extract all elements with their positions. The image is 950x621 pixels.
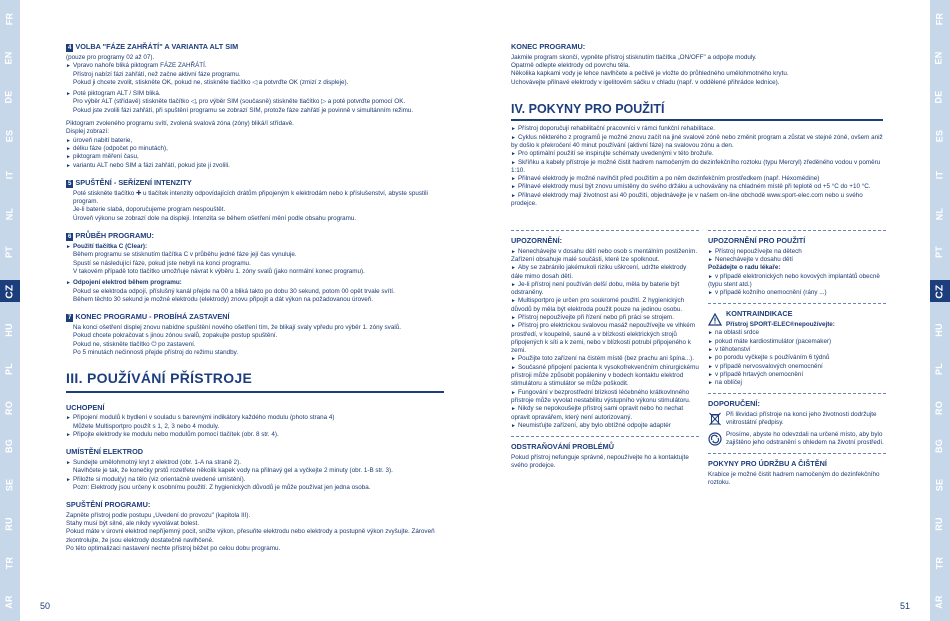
- text: Pokud chcete pokračovat s jinou zónou svalů, zopakujte postup spuštění.: [73, 332, 278, 340]
- language-tabs-left: [0, 0, 20, 621]
- text: Můžete Multisportpro použít s 1, 2, 3 nebo 4 moduly.: [73, 422, 220, 430]
- recommendations-heading: DOPORUČENÍ:: [708, 393, 886, 409]
- text: Na konci ošetření displej znovu nabídne spuštění nového ošetření tím, že blikají svaly vpředu pro výběr 1. zóny svalů.: [73, 324, 401, 332]
- warning-item: ► Nikdy se nepokoušejte přístroj sami opravit nebo ho nechat opravit opravářem, který není autorizovaný.: [511, 405, 699, 422]
- warning-item: ► Neumisťujte zařízení, aby bylo obtížné odpojte adaptér: [511, 422, 699, 430]
- text: ► Vpravo nahoře bliká piktogram FÁZE ZAHŘÁTÍ.: [66, 62, 444, 70]
- lang-tab-cz[interactable]: CZ: [930, 280, 950, 302]
- usage-column: [708, 230, 886, 487]
- subheading: ► Odpojení elektrod během programu:: [66, 279, 444, 287]
- text: Pozn: Elektrody jsou určeny k osobnímu použití. Z hygienických důvodů je může používat jen jedna osoba.: [73, 483, 371, 491]
- lang-tab-hu[interactable]: HU: [934, 323, 945, 337]
- language-tabs-right: [930, 0, 950, 621]
- text: ► v případě elektronických nebo kovových implantátů obecně (typu stent atd.): [708, 273, 886, 290]
- text: V takovém případě toto tlačítko umožňuje návrat k výběru 1. zóny svalů (jako normální konec programu).: [73, 267, 365, 275]
- text: Pokud máte v úrovni elektrod nepříjemný pocit, snižte výkon, přesuňte elektrodu nebo elektrody a postupně výkon zvyšujte. Zároveň zkontrolujte, že jsou elektrody dostatečně navlhčené.: [66, 528, 435, 544]
- chapter-3-title: III. POUŽÍVÁNÍ PŘÍSTROJE: [66, 369, 444, 392]
- text: ► Skříňku a kabely přístroje je možné čistit hadrem namočeným do dezinfekčního roztoku (typu Mercryl) zředěného vodou v poměru 1:10.: [511, 159, 883, 176]
- warning-item: ► Současné připojení pacienta k vysokofrekvenčním chirurgickému přístroji může způsobit popáleniny v bodech kontaktu elektrod stimulátoru a stimulátor se může poškodit.: [511, 364, 699, 389]
- contraindication-item: ► v těhotenství: [708, 346, 886, 354]
- text: ► Nenechávejte v dosahu dětí: [708, 256, 886, 264]
- warnings-heading: UPOZORNĚNÍ:: [511, 230, 699, 246]
- text: ► Připojení modulů k bydlení v souladu s barevnými indikátory každého modulu (photo strana 4): [66, 414, 444, 422]
- lang-tab-en[interactable]: EN: [4, 51, 15, 65]
- lang-tab-ro[interactable]: RO: [4, 400, 15, 415]
- text: (pouze pro programy 02 až 07).: [66, 54, 155, 61]
- contraindication-item: ► v případě hrtavých onemocnění: [708, 371, 886, 379]
- section-4-heading: 4 VOLBA "FÁZE ZAHŘÁTÍ" A VARIANTA ALT SIM: [68, 42, 239, 51]
- text: Pokud jste zvolili fázi zahřátí, při spuštění programu se zobrazí SIM, protože fáze zahřátí je povinně v simultánním režimu.: [73, 106, 414, 114]
- lang-tab-se[interactable]: SE: [934, 478, 945, 492]
- start-program-heading: SPUŠTĚNÍ PROGRAMU:: [66, 500, 151, 510]
- text: Navlhčete je tak, že konečky prstů rozetřete několik kapek vody na přilnavý gel a vyčkejte 2 minuty (obr. 1-B str. 3).: [73, 467, 393, 475]
- text: Během těchto 30 sekund je možné elektrodu (elektrody) znovu připojit a dát výkon na požadovanou úroveň.: [73, 295, 373, 303]
- lang-tab-ar[interactable]: AR: [4, 594, 15, 609]
- text: Zapněte přístroj podle postupu „Uvedení do provozu" (kapitola III).: [66, 511, 251, 519]
- lang-tab-es[interactable]: ES: [934, 129, 945, 143]
- text: ► Cyklus některého z programů je možné znovu začít na jiné svalové zóně nebo změnit program a zůstat ve stejné zóně, ovšem aniž by došlo k překročení 40 minut používání (aktivní fáze) na svalovou zónu a den.: [511, 134, 883, 151]
- end-program-heading: KONEC PROGRAMU:: [511, 42, 586, 51]
- electrodes-heading: UMÍSTĚNÍ ELEKTROD: [66, 447, 144, 457]
- lang-tab-hu[interactable]: HU: [4, 323, 15, 337]
- text: ► Poté piktogram ALT / SIM bliká.: [66, 90, 444, 98]
- lang-tab-ru[interactable]: RU: [4, 517, 15, 531]
- lang-tab-de[interactable]: DE: [4, 90, 15, 104]
- text: Jakmile program skončí, vypněte přístroj stisknutím tlačítka „ON/OFF" a odpojte moduly.: [511, 53, 757, 61]
- lang-tab-ar[interactable]: AR: [934, 594, 945, 609]
- text: ► Přilnavé elektrody musí být znovu umístěny do svého držáku a uchovávány na chladném místě při teplotě od +5 °C do +10 °C.: [511, 183, 883, 191]
- text: Pokud přístroj nefunguje správně, nepoužívejte ho a kontaktujte svého prodejce.: [511, 453, 689, 470]
- text: ► Sundejte umělohmotný kryt z elektrod (obr. 1-A na straně 2).: [66, 459, 444, 467]
- lang-tab-se[interactable]: SE: [4, 478, 15, 492]
- usage-warnings-heading: UPOZORNĚNÍ PRO POUŽITÍ: [708, 230, 886, 246]
- text: Piktogram zvoleného programu svítí, zvolená svalová zóna (zóny) bliká/í střídavě.: [66, 120, 294, 128]
- subheading: Požádejte o radu lékaře:: [708, 264, 781, 272]
- recycle-icon: [708, 432, 722, 446]
- warning-item: ► Přístroj pro elektrickou svalovou masáž nepoužívejte ve vlhkém prostředí, v koupelně, sauně a v blízkosti elektrických strojů připojených k síti a k zemi, nebo v blízkosti potrubí připojeného k zemi.: [511, 322, 699, 355]
- text: ► Přiložte si modul(y) na tělo (viz orientačně uvedené umístění).: [66, 476, 444, 484]
- lang-tab-it[interactable]: IT: [4, 170, 15, 179]
- lang-tab-en[interactable]: EN: [934, 51, 945, 65]
- page-number-right: 51: [900, 601, 911, 611]
- warning-item: ► Přístroj nepoužívejte při řízení nebo při práci se strojem.: [511, 314, 699, 322]
- text: ► Přilnavé elektrody je možné navlhčit před použitím a po něm dezinfekčním prostředkem (např. Héxomédine): [511, 175, 883, 183]
- text: Několika kapkami vody je lehce navlhčete a pečlivě je vložte do průhledného umělohmotného krytu.: [511, 70, 789, 78]
- text: Opatrně odlepte elektrody od povrchu těla.: [511, 61, 631, 69]
- text: Během programu se stisknutím tlačítka C v průběhu jedné fáze její čas vynuluje.: [73, 251, 297, 259]
- lang-tab-fr[interactable]: FR: [4, 13, 15, 26]
- lang-tab-ru[interactable]: RU: [934, 517, 945, 531]
- right-top-column: [511, 42, 883, 208]
- lang-tab-bg[interactable]: BG: [934, 439, 945, 454]
- troubleshooting-heading: ODSTRAŇOVÁNÍ PROBLÉMŮ: [511, 436, 699, 452]
- crossed-bin-icon: [708, 412, 722, 426]
- warning-item: ► Aby se zabránilo jakémukoli riziku uškrcení, udržte elektrody dále mimo dosah dětí.: [511, 264, 699, 281]
- chapter-4-title: IV. POKYNY PRO POUŽITÍ: [511, 101, 883, 122]
- lang-tab-fr[interactable]: FR: [934, 13, 945, 26]
- text: Po 5 minutách nečinnosti přejde přístroj do režimu standby.: [73, 349, 239, 357]
- text: Krabice je možné čistit hadrem namočeným do dezinfekčního roztoku.: [708, 470, 880, 487]
- section-5-heading: 5 SPUŠTĚNÍ - SEŘÍZENÍ INTENZITY: [68, 177, 192, 187]
- text: Při likvidaci přístroje na konci jeho životnosti dodržujte vnitrostátní předpisy.: [726, 411, 877, 427]
- text: Displej zobrazí:: [66, 128, 110, 136]
- section-7-heading: 7 KONEC PROGRAMU - PROBÍHÁ ZASTAVENÍ: [68, 312, 230, 322]
- contraindication-item: ► pokud máte kardiostimulátor (pacemaker): [708, 338, 886, 346]
- lang-tab-it[interactable]: IT: [934, 170, 945, 179]
- warnings-column: [511, 230, 699, 470]
- text: Je-li baterie slabá, doporučujeme program nespouštět.: [73, 206, 226, 214]
- contraindications-list: [708, 329, 886, 387]
- warning-item: ► Multisportpro je určen pro soukromé použití. Z hygienických důvodů by měla být elektroda použit pouze na jedinou osobu.: [511, 297, 699, 314]
- text: Úroveň výkonu se zobrazí dole na displeji. Intenzita se během ošetření mění podle obsahu programu.: [73, 214, 357, 222]
- warning-item: ► Fungování v bezprostřední blízkosti léčebného krátkovlnného přístroje může vyvolat nestabilitu výstupního výkonu stimulátoru.: [511, 389, 699, 406]
- lang-tab-tr[interactable]: TR: [4, 556, 15, 570]
- contraindication-item: ► po porodu vyčkejte s používáním 6 týdnů: [708, 354, 886, 362]
- section-number: 4: [68, 45, 72, 51]
- text: ► v případě kožního onemocnění (rány ...): [708, 289, 886, 297]
- text: Pro výběr ALT (střídavě) stiskněte tlačítko ◁, pro výběr SIM (současně) stiskněte tlačítko ▷ a poté potvrďte pomocí OK.: [73, 98, 406, 106]
- section-number: 5: [68, 180, 72, 187]
- maintenance-heading: POKYNY PRO ÚDRŽBU A ČIŠTĚNÍ: [708, 453, 886, 469]
- subheading: ► Použití tlačítka C (Clear):: [66, 243, 444, 251]
- section-number: 7: [68, 315, 72, 322]
- contraindication-item: ► na oblíčej: [708, 379, 886, 387]
- lang-tab-pt[interactable]: PT: [934, 246, 945, 259]
- text: Prosíme, abyste ho odevzdali na určené místo, aby bylo zajištěno jeho odstranění s ohledem na životní prostředí.: [726, 430, 884, 446]
- text: ► Přístroj nepoužívejte na dětech: [708, 248, 886, 256]
- lang-tab-nl[interactable]: NL: [4, 207, 15, 220]
- lang-tab-es[interactable]: ES: [4, 129, 15, 143]
- text: ► Připojte elektrody ke modulu nebo modulům pomocí tlačítek (obr. 8 str. 4).: [66, 431, 444, 439]
- lang-tab-bg[interactable]: BG: [4, 439, 15, 454]
- left-column: [66, 42, 444, 553]
- lang-tab-tr[interactable]: TR: [934, 556, 945, 570]
- text: Poté stiskněte tlačítko ✚ u tlačítek intenzity odpovídajících drátům připojeným k elektrodám nebo k příslušenství, abyste spustili program.: [73, 189, 428, 206]
- warning-item: ► Nenechávejte v dosahu dětí nebo osob s mentálním postižením. Zařízení obsahuje malé součásti, které lze spolknout.: [511, 248, 699, 265]
- lang-tab-pl[interactable]: PL: [934, 362, 945, 375]
- contraindication-item: ► na oblasti srdce: [708, 329, 886, 337]
- uchopeni-heading: UCHOPENÍ: [66, 402, 105, 412]
- text: ► variantu ALT nebo SIM a fázi zahřátí, pokud jste ji zvolili.: [66, 162, 444, 170]
- lang-tab-de[interactable]: DE: [934, 90, 945, 104]
- text: Uchovávejte přilnavé elektrody v igelitovém sáčku v chladu (např. v oddělené přihrádce lednice).: [511, 78, 780, 86]
- text: Spustí se následující fáze, pokud jste nebyli na konci programu.: [73, 259, 251, 267]
- text: ► Přístroj doporučují rehabilitační pracovníci v rámci funkční rehabilitace.: [511, 125, 883, 133]
- warnings-list: [511, 248, 699, 431]
- warning-triangle-icon: [708, 312, 722, 326]
- text: ► piktogram měření času,: [66, 153, 444, 161]
- lang-tab-pl[interactable]: PL: [4, 362, 15, 375]
- text: Stahy musí být silné, ale nikdy vyvolávat bolest.: [66, 520, 199, 528]
- text: ► Přilnavé elektrody mají životnost asi 40 použití, objednávejte je v našem on-line obchodě www.sport-elec.com nebo u svého prodejce.: [511, 192, 883, 209]
- warning-item: ► Použijte toto zařízení na čistém místě (bez prachu ani špína...).: [511, 355, 699, 363]
- page-number-left: 50: [40, 601, 51, 611]
- text: Pokud se elektroda odpojí, příslušný kanál přejde na 00 a bliká takto po dobu 30 sekund, potom 00 opět trvale svítí.: [73, 287, 395, 295]
- text: Pokud ji chcete zvolit, stiskněte OK, pokud ne, stiskněte tlačítko ◁ a potvrďte OK (zmizí z displeje).: [73, 78, 349, 86]
- text: ► úroveň nabití baterie,: [66, 137, 444, 145]
- section-number: 6: [68, 234, 72, 241]
- text: Pokud ne, stiskněte tlačítko ⏻ po zastavení.: [73, 340, 196, 348]
- section-6-heading: 6 PRŮBĚH PROGRAMU:: [68, 231, 154, 241]
- text: ► délku fáze (odpočet po minutách),: [66, 145, 444, 153]
- contraindication-item: ► v případě nervosvalových onemocnění: [708, 363, 886, 371]
- warning-item: ► Je-li přístroj není používán delší dobu, měla by baterie být odstraněny.: [511, 281, 699, 298]
- lang-tab-cz[interactable]: CZ: [0, 280, 20, 302]
- text: ► Pro optimální použití se inspirujte schématy uvedenými v této brožuře.: [511, 150, 883, 158]
- lang-tab-nl[interactable]: NL: [934, 207, 945, 220]
- text: Přístroj nabízí fázi zahřátí, než začne aktivní fáze programu.: [73, 70, 241, 78]
- text: Po této optimalizaci nastavení nechte přístroj běžet po celou dobu programu.: [66, 544, 281, 552]
- text: Přístroj SPORT-ELEC®nepoužívejte:: [726, 321, 835, 329]
- contraindications-heading: KONTRAINDIKACE: [726, 309, 793, 319]
- lang-tab-ro[interactable]: RO: [934, 400, 945, 415]
- lang-tab-pt[interactable]: PT: [4, 246, 15, 259]
